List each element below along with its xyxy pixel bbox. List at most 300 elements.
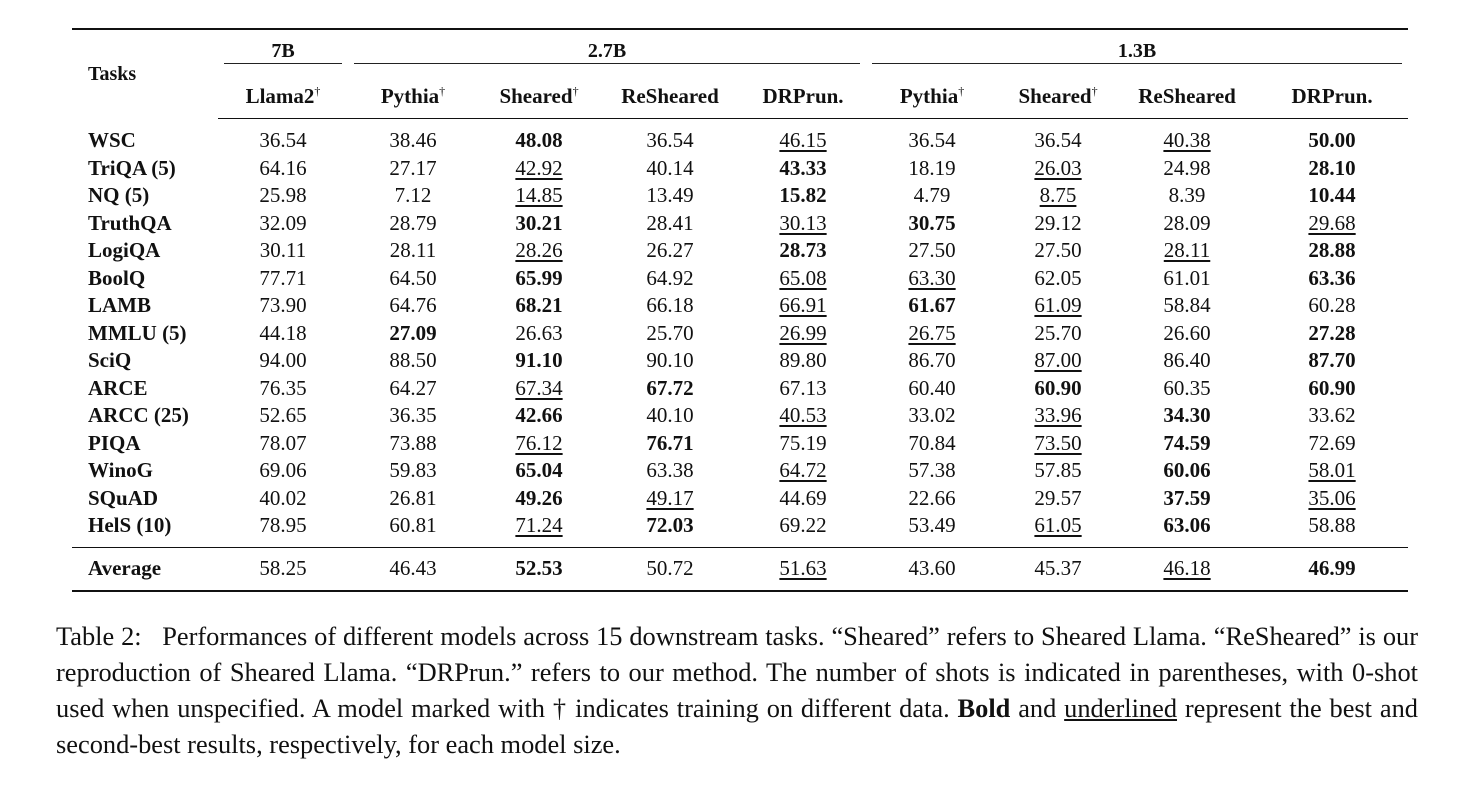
score-value: 75.19	[779, 430, 827, 455]
score-cell	[1118, 182, 1256, 210]
score-cell	[1256, 512, 1408, 547]
score-cell	[866, 182, 998, 210]
score-value: 26.75	[908, 320, 956, 345]
score-value: 69.22	[779, 513, 827, 538]
table-row	[72, 457, 1408, 485]
score-cell	[1118, 237, 1256, 265]
score-value: 77.71	[259, 265, 307, 290]
table-row	[72, 320, 1408, 348]
score-value: 40.10	[646, 403, 694, 428]
score-cell	[600, 237, 740, 265]
score-cell	[866, 292, 998, 320]
caption-text: Performances of different models across 15 downstream tasks. “Sheared” refers to Sheared Llama. “ReSheared” is our reproduction of Sheared Llama. “DRPrun.” refers to our method. The number of shots is indicated in parentheses, with 0-shot used when unspecified. A model marked with † indicates training on different data.	[56, 621, 1418, 723]
table-row	[72, 119, 1408, 155]
score-value: 78.95	[259, 513, 307, 538]
score-cell	[478, 485, 600, 513]
score-cell	[600, 430, 740, 458]
score-value: 64.27	[389, 375, 437, 400]
score-value: 29.68	[1308, 210, 1356, 235]
score-value: 25.98	[259, 183, 307, 208]
score-value: 27.28	[1308, 320, 1356, 345]
score-value: 18.19	[908, 155, 956, 180]
score-value: 36.54	[259, 128, 307, 153]
score-cell	[1118, 347, 1256, 375]
score-value: 27.50	[1034, 238, 1082, 263]
column-header	[600, 74, 740, 119]
score-value: 28.73	[779, 238, 827, 263]
column-header	[866, 74, 998, 119]
score-cell	[998, 375, 1118, 403]
task-name: NQ (5)	[88, 183, 150, 208]
score-cell	[866, 457, 998, 485]
score-cell	[998, 155, 1118, 183]
score-value: 76.35	[259, 375, 307, 400]
score-value: 58.25	[259, 556, 307, 580]
task-name: WSC	[88, 128, 136, 152]
score-value: 67.13	[779, 375, 827, 400]
dagger-mark: †	[958, 83, 965, 98]
score-value: 69.06	[259, 458, 307, 483]
score-cell	[348, 182, 478, 210]
column-header-label: Pythia	[380, 83, 440, 108]
group-header-1-3b: 1.3B	[866, 29, 1408, 74]
score-value: 60.06	[1163, 458, 1211, 483]
score-value: 30.13	[779, 210, 827, 235]
score-cell	[478, 375, 600, 403]
group-header-row	[72, 29, 1408, 74]
column-header	[218, 74, 348, 119]
score-value: 37.59	[1163, 485, 1211, 510]
score-value: 26.60	[1163, 320, 1211, 345]
score-value: 33.62	[1308, 403, 1356, 428]
score-cell	[1118, 457, 1256, 485]
score-value: 63.30	[908, 265, 956, 290]
score-cell	[998, 237, 1118, 265]
score-cell	[998, 512, 1118, 547]
score-cell	[1256, 155, 1408, 183]
score-value: 30.75	[908, 210, 956, 235]
column-header-row	[72, 74, 1408, 119]
score-cell	[348, 512, 478, 547]
score-cell	[348, 347, 478, 375]
table-row	[72, 292, 1408, 320]
group-header-2-7b: 2.7B	[348, 29, 866, 74]
score-cell	[866, 485, 998, 513]
score-cell	[1256, 182, 1408, 210]
score-value: 40.02	[259, 485, 307, 510]
score-cell	[998, 430, 1118, 458]
table-row	[72, 347, 1408, 375]
score-value: 28.88	[1308, 238, 1356, 263]
score-cell	[478, 210, 600, 238]
column-header-label: Pythia	[899, 83, 959, 108]
score-value: 65.08	[779, 265, 827, 290]
score-value: 71.24	[515, 513, 563, 538]
table-row	[72, 430, 1408, 458]
score-value: 36.54	[646, 128, 694, 153]
score-cell	[1118, 320, 1256, 348]
score-value: 24.98	[1163, 155, 1211, 180]
score-value: 67.72	[646, 375, 694, 400]
score-value: 60.81	[389, 513, 437, 538]
score-cell	[600, 265, 740, 293]
score-value: 88.50	[389, 348, 437, 373]
score-value: 28.26	[515, 238, 563, 263]
score-value: 67.34	[515, 375, 563, 400]
score-cell	[866, 119, 998, 155]
score-cell	[1118, 210, 1256, 238]
score-cell	[218, 512, 348, 547]
score-cell	[478, 402, 600, 430]
score-cell	[478, 547, 600, 591]
score-value: 74.59	[1163, 430, 1211, 455]
column-header-label: ReSheared	[621, 83, 719, 108]
score-cell	[218, 292, 348, 320]
task-name: Average	[72, 547, 218, 591]
score-cell	[740, 512, 866, 547]
score-value: 14.85	[515, 183, 563, 208]
score-cell	[600, 547, 740, 591]
score-cell	[218, 485, 348, 513]
score-cell	[740, 347, 866, 375]
score-cell	[218, 237, 348, 265]
score-value: 65.04	[515, 458, 563, 483]
task-name: PIQA	[88, 430, 141, 455]
score-cell	[218, 375, 348, 403]
score-cell	[478, 237, 600, 265]
table-row	[72, 485, 1408, 513]
column-header	[478, 74, 600, 119]
score-value: 91.10	[515, 348, 563, 373]
score-value: 60.90	[1308, 375, 1356, 400]
score-value: 36.54	[1034, 128, 1082, 153]
score-value: 89.80	[779, 348, 827, 373]
score-value: 32.09	[259, 210, 307, 235]
score-cell	[478, 347, 600, 375]
score-value: 26.81	[389, 485, 437, 510]
dagger-mark: †	[314, 83, 321, 98]
score-value: 61.01	[1163, 265, 1211, 290]
score-cell	[740, 485, 866, 513]
score-cell	[866, 547, 998, 591]
task-name: WinoG	[88, 458, 153, 483]
score-value: 73.50	[1034, 430, 1082, 455]
score-cell	[998, 402, 1118, 430]
score-cell	[218, 547, 348, 591]
dagger-mark: †	[439, 83, 446, 98]
score-value: 25.70	[1034, 320, 1082, 345]
score-value: 64.92	[646, 265, 694, 290]
tasks-header: Tasks	[72, 29, 218, 119]
score-value: 27.09	[389, 320, 437, 345]
score-cell	[740, 155, 866, 183]
task-name: HelS (10)	[88, 513, 172, 538]
score-value: 49.17	[646, 485, 694, 510]
score-value: 25.70	[646, 320, 694, 345]
score-cell	[478, 292, 600, 320]
score-cell	[866, 347, 998, 375]
score-cell	[478, 320, 600, 348]
column-header-label: DRPrun.	[1291, 83, 1373, 108]
column-header-label: ReSheared	[1138, 83, 1236, 108]
column-header-label: DRPrun.	[762, 83, 844, 108]
table-row	[72, 237, 1408, 265]
score-cell	[866, 320, 998, 348]
score-value: 48.08	[515, 128, 563, 153]
score-cell	[1256, 430, 1408, 458]
score-value: 52.53	[515, 556, 563, 580]
column-header	[998, 74, 1118, 119]
score-cell	[218, 457, 348, 485]
score-value: 36.35	[389, 403, 437, 428]
column-header	[348, 74, 478, 119]
score-value: 73.90	[259, 293, 307, 318]
score-cell	[1118, 265, 1256, 293]
score-cell	[1256, 265, 1408, 293]
score-value: 44.18	[259, 320, 307, 345]
score-cell	[998, 292, 1118, 320]
score-cell	[998, 320, 1118, 348]
score-cell	[1256, 485, 1408, 513]
score-cell	[1118, 155, 1256, 183]
table-row	[72, 182, 1408, 210]
score-value: 34.30	[1163, 403, 1211, 428]
score-cell	[740, 265, 866, 293]
table-footer	[72, 547, 1408, 591]
score-value: 40.38	[1163, 128, 1211, 153]
score-cell	[866, 375, 998, 403]
score-value: 26.03	[1034, 155, 1082, 180]
score-value: 59.83	[389, 458, 437, 483]
table-row	[72, 375, 1408, 403]
score-value: 72.03	[646, 513, 694, 538]
score-cell	[998, 182, 1118, 210]
caption-text-end: represent the best and second-best results, respectively, for each model size.	[56, 693, 1418, 759]
score-value: 53.49	[908, 513, 956, 538]
score-cell	[1256, 457, 1408, 485]
score-cell	[218, 119, 348, 155]
score-value: 40.14	[646, 155, 694, 180]
score-value: 50.00	[1308, 128, 1356, 153]
score-cell	[348, 119, 478, 155]
score-value: 76.71	[646, 430, 694, 455]
score-cell	[348, 292, 478, 320]
task-name: ARCE	[88, 375, 148, 400]
score-cell	[478, 155, 600, 183]
score-value: 60.40	[908, 375, 956, 400]
score-value: 58.88	[1308, 513, 1356, 538]
score-value: 35.06	[1308, 485, 1356, 510]
score-cell	[600, 182, 740, 210]
task-name: BoolQ	[88, 265, 146, 290]
score-cell	[348, 402, 478, 430]
score-value: 27.50	[908, 238, 956, 263]
score-value: 86.40	[1163, 348, 1211, 373]
score-cell	[866, 155, 998, 183]
score-value: 38.46	[389, 128, 437, 153]
score-value: 66.91	[779, 293, 827, 318]
score-cell	[740, 547, 866, 591]
score-value: 60.35	[1163, 375, 1211, 400]
caption-label: Table 2:	[56, 621, 142, 651]
task-name: SQuAD	[88, 485, 159, 510]
score-cell	[218, 155, 348, 183]
score-cell	[478, 265, 600, 293]
task-name: TruthQA	[88, 210, 172, 235]
score-cell	[218, 402, 348, 430]
score-cell	[218, 347, 348, 375]
score-value: 57.85	[1034, 458, 1082, 483]
score-cell	[740, 430, 866, 458]
score-cell	[348, 237, 478, 265]
score-value: 27.17	[389, 155, 437, 180]
score-cell	[478, 512, 600, 547]
score-cell	[600, 119, 740, 155]
score-value: 33.96	[1034, 403, 1082, 428]
task-name: TriQA (5)	[88, 155, 176, 180]
table-caption	[56, 618, 1418, 762]
score-cell	[1118, 485, 1256, 513]
score-value: 64.16	[259, 155, 307, 180]
caption-and-word: and	[1018, 693, 1057, 723]
score-cell	[866, 237, 998, 265]
score-value: 50.72	[646, 556, 694, 580]
score-value: 28.79	[389, 210, 437, 235]
score-cell	[1256, 320, 1408, 348]
score-cell	[866, 210, 998, 238]
score-value: 28.09	[1163, 210, 1211, 235]
score-value: 64.72	[779, 458, 827, 483]
score-cell	[218, 210, 348, 238]
score-cell	[740, 292, 866, 320]
score-cell	[478, 119, 600, 155]
score-cell	[348, 265, 478, 293]
score-cell	[866, 430, 998, 458]
score-cell	[740, 402, 866, 430]
score-cell	[740, 210, 866, 238]
score-value: 62.05	[1034, 265, 1082, 290]
score-value: 63.36	[1308, 265, 1356, 290]
score-value: 64.50	[389, 265, 437, 290]
score-value: 87.70	[1308, 348, 1356, 373]
score-value: 52.65	[259, 403, 307, 428]
score-value: 36.54	[908, 128, 956, 153]
score-cell	[600, 457, 740, 485]
table-row	[72, 210, 1408, 238]
score-cell	[218, 320, 348, 348]
score-cell	[1118, 292, 1256, 320]
score-value: 66.18	[646, 293, 694, 318]
score-cell	[1256, 375, 1408, 403]
score-value: 28.11	[389, 238, 437, 263]
score-cell	[600, 155, 740, 183]
table-row	[72, 155, 1408, 183]
score-value: 28.11	[1163, 238, 1211, 263]
score-cell	[348, 485, 478, 513]
score-value: 46.15	[779, 128, 827, 153]
score-cell	[478, 430, 600, 458]
score-value: 22.66	[908, 485, 956, 510]
column-header-label: Sheared	[1018, 83, 1092, 108]
score-cell	[348, 320, 478, 348]
score-value: 46.99	[1308, 556, 1356, 580]
task-name: SciQ	[88, 348, 132, 373]
score-value: 51.63	[779, 556, 827, 580]
score-value: 49.26	[515, 485, 563, 510]
score-value: 26.99	[779, 320, 827, 345]
score-value: 58.84	[1163, 293, 1211, 318]
score-cell	[600, 402, 740, 430]
score-value: 46.43	[389, 556, 437, 580]
score-cell	[348, 155, 478, 183]
score-cell	[866, 512, 998, 547]
score-value: 86.70	[908, 348, 956, 373]
score-value: 68.21	[515, 293, 563, 318]
score-value: 28.10	[1308, 155, 1356, 180]
score-value: 40.53	[779, 403, 827, 428]
score-value: 29.12	[1034, 210, 1082, 235]
task-name: LAMB	[88, 293, 151, 318]
table-row	[72, 402, 1408, 430]
score-cell	[740, 457, 866, 485]
score-value: 26.27	[646, 238, 694, 263]
score-value: 10.44	[1308, 183, 1356, 208]
table-body	[72, 119, 1408, 548]
score-cell	[600, 320, 740, 348]
score-value: 43.60	[908, 556, 956, 580]
score-cell	[998, 347, 1118, 375]
score-cell	[998, 547, 1118, 591]
score-cell	[218, 265, 348, 293]
score-value: 43.33	[779, 155, 827, 180]
caption-underlined-word: underlined	[1064, 693, 1178, 723]
score-cell	[1256, 237, 1408, 265]
score-value: 72.69	[1308, 430, 1356, 455]
average-row	[72, 547, 1408, 591]
score-cell	[1256, 119, 1408, 155]
score-value: 61.67	[908, 293, 956, 318]
column-header-label: Llama2	[245, 83, 315, 108]
score-value: 45.37	[1034, 556, 1082, 580]
score-value: 42.66	[515, 403, 563, 428]
score-cell	[998, 119, 1118, 155]
score-value: 58.01	[1308, 458, 1356, 483]
score-cell	[348, 430, 478, 458]
score-cell	[478, 182, 600, 210]
score-cell	[478, 457, 600, 485]
score-cell	[1256, 547, 1408, 591]
score-value: 90.10	[646, 348, 694, 373]
score-cell	[600, 512, 740, 547]
score-value: 63.06	[1163, 513, 1211, 538]
score-value: 94.00	[259, 348, 307, 373]
score-value: 7.12	[394, 183, 432, 208]
score-value: 29.57	[1034, 485, 1082, 510]
column-header	[1118, 74, 1256, 119]
score-value: 8.75	[1039, 183, 1077, 208]
results-table	[72, 28, 1408, 592]
dagger-mark: †	[572, 83, 579, 98]
score-value: 30.11	[259, 238, 307, 263]
column-header	[740, 74, 866, 119]
score-cell	[1118, 512, 1256, 547]
score-cell	[1118, 430, 1256, 458]
score-value: 33.02	[908, 403, 956, 428]
score-value: 70.84	[908, 430, 956, 455]
caption-bold-word: Bold	[957, 693, 1011, 723]
score-cell	[348, 457, 478, 485]
score-value: 63.38	[646, 458, 694, 483]
